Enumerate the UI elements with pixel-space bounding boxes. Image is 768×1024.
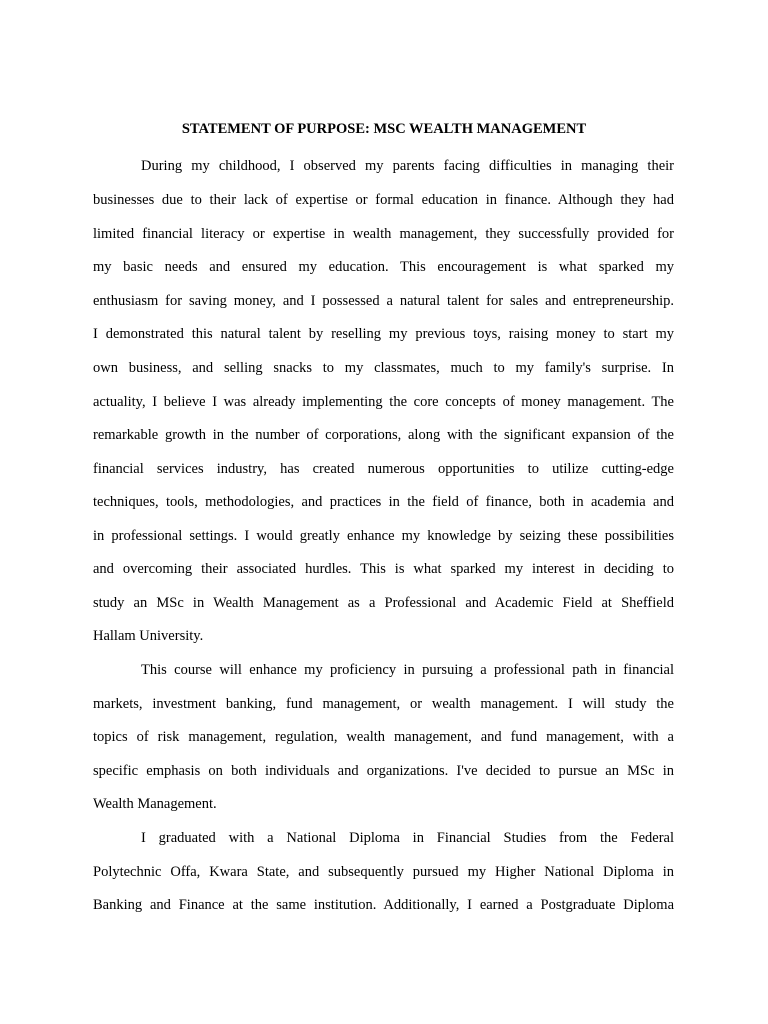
paragraph-line: During my childhood, I observed my parents facing difficulties in managing their (141, 158, 674, 174)
paragraph-line: enthusiasm for saving money, and I possessed a natural talent for sales and entrepreneurship. (93, 293, 674, 309)
document-title: STATEMENT OF PURPOSE: MSC WEALTH MANAGEMENT (181, 121, 587, 137)
paragraph-line: Wealth Management. (93, 796, 217, 812)
paragraph-line: topics of risk management, regulation, wealth management, and fund management, with a (93, 729, 674, 745)
paragraph-line: businesses due to their lack of expertise or formal education in finance. Although they had (93, 192, 674, 208)
paragraph-line: Hallam University. (93, 628, 204, 644)
paragraph-line: Polytechnic Offa, Kwara State, and subsequently pursued my Higher National Diploma in (93, 864, 674, 880)
paragraph-line: own business, and selling snacks to my classmates, much to my family's surprise. In (93, 360, 674, 376)
paragraph-line: actuality, I believe I was already implementing the core concepts of money management. The (93, 394, 674, 410)
paragraph-line: remarkable growth in the number of corporations, along with the significant expansion of the (93, 427, 674, 443)
paragraph-line: markets, investment banking, fund management, or wealth management. I will study the (93, 696, 674, 712)
paragraph-line: study an MSc in Wealth Management as a Professional and Academic Field at Sheffield (93, 595, 674, 611)
paragraph-line: financial services industry, has created numerous opportunities to utilize cutting-edge (93, 461, 674, 477)
paragraph-line: and overcoming their associated hurdles. This is what sparked my interest in deciding to (93, 561, 674, 577)
paragraph-line: in professional settings. I would greatly enhance my knowledge by seizing these possibilities (93, 528, 674, 544)
paragraph-line: limited financial literacy or expertise in wealth management, they successfully provided for (93, 226, 674, 242)
paragraph-line: This course will enhance my proficiency in pursuing a professional path in financial (141, 662, 674, 678)
paragraph-line: I demonstrated this natural talent by reselling my previous toys, raising money to start my (93, 326, 674, 342)
paragraph-line: specific emphasis on both individuals and organizations. I've decided to pursue an MSc in (93, 763, 674, 779)
paragraph-line: I graduated with a National Diploma in Financial Studies from the Federal (141, 830, 674, 846)
paragraph-line: my basic needs and ensured my education. This encouragement is what sparked my (93, 259, 674, 275)
paragraph-line: techniques, tools, methodologies, and practices in the field of finance, both in academia and (93, 494, 674, 510)
paragraph-line: Banking and Finance at the same institution. Additionally, I earned a Postgraduate Diploma (93, 897, 674, 913)
